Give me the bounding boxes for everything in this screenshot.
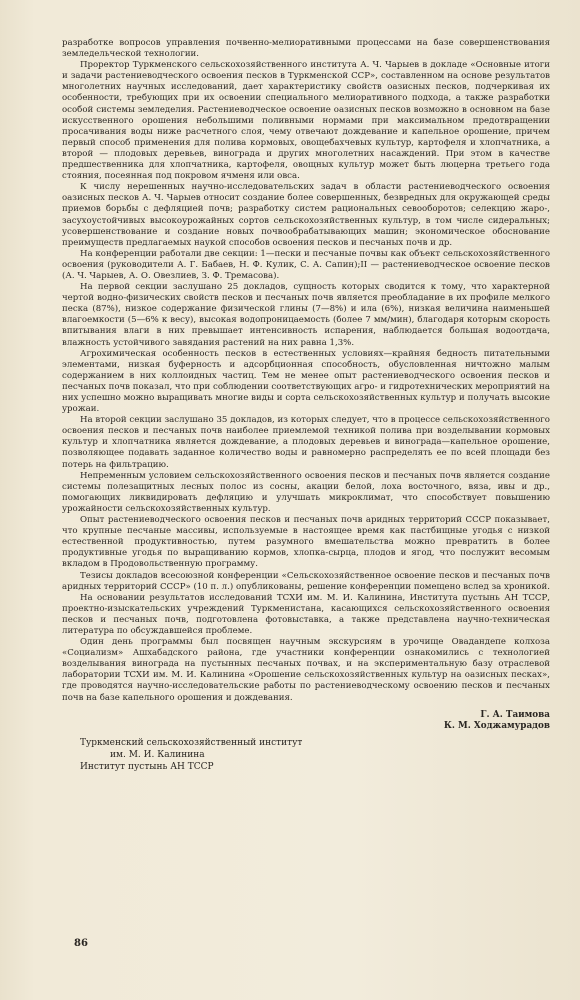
paragraph-sections: На конференции работали две секции: 1—пески и песчаные почвы как объект сельскохозяйственного освоения (руководители А. Г. Бабаев, Н. Ф. Кулик, С. А. Сапин);II — растениеводческое освоение песков (А. Ч. Чарыев, А. О. Овезлиев, З. Ф. Тремасова). <box>62 248 550 281</box>
paragraph-experience: Опыт растениеводческого освоения песков и песчаных почв аридных территорий СССР показывает, что крупные песчаные массивы, используемые в настоящее время как пастбищные угодья с низкой естественной продуктивностью, путем разумного вмешательства можно превратить в более продуктивные угодья по выращиванию кормов, хлопка-сырца, плодов и ягод, что послужит весомым вкладом в Продовольственную программу. <box>62 515 550 570</box>
paragraph-continuation: разработке вопросов управления почвенно-мелиоративными процессами на базе совершенствования земледельческой технологии. <box>62 38 550 60</box>
affiliation-line: Туркменский сельскохозяйственный институт <box>80 737 303 748</box>
paragraph-agrochemical: Агрохимическая особенность песков в естественных условиях—крайняя бедность питательными элементами, низкая буферность и адсорбционная способность, обусловленная ничтожно малым содержанием в них коллоидных частиц. Тем не менее опыт растениеводческого освоения песков и песчаных почв показал, что при соблюдении соответствующих агро- и гидротехнических мероприятий на них успешно можно выращивать многие виды и сорта сельскохозяйственных культур и получать высокие урожаи. <box>62 348 550 415</box>
paragraph-excursion: Один день программы был посвящен научным экскурсиям в урочище Овадандепе колхоза «Социализм» Ашхабадского района, где участники конференции ознакомились с технологией возделывания винограда на пустынных песчаных почвах, и на экспериментальную базу отраслевой лаборатории ТСХИ им. М. И. Калинина «Орошение сельскохозяйственных культур на оазисных песках», где проводятся научно-исследовательские работы по растениеводческому освоению песков и песчаных почв на базе капельного орошения и дождевания. <box>62 637 550 703</box>
paragraph-unsolved-tasks: К числу нерешенных научно-исследовательских задач в области растениеводческого освоения оазисных песков А. Ч. Чарыев относит создание более совершенных, безвредных для окружающей среды приемов борьбы с дефляцией почв; разработку систем рациональных севооборотов; селекцию жаро-, засухоустойчивых высокоурожайных сортов сельскохозяйственных культур, в том числе сидеральных; усовершенствование и создание новых почвообрабатывающих машин; экономическое обоснование преимуществ предлагаемых наукой способов освоения песков и песчаных почв и др. <box>62 182 550 248</box>
paragraph-exhibition: На основании результатов исследований ТСХИ им. М. И. Калинина, Института пустынь АН ТССР, проектно-изыскательских учреждений Туркменистана, касающихся сельскохозяйственного освоения песков и песчаных почв, подготовлена фотовыставка, а также представлена научно-техническая литература по обсуждавшейся проблеме. <box>62 592 550 636</box>
affiliation-line: Институт пустынь АН ТССР <box>80 761 214 772</box>
affiliation-line: им. М. И. Калинина <box>110 749 205 760</box>
page-number: 86 <box>74 938 88 949</box>
paragraph-theses: Тезисы докладов всесоюзной конференции «Сельскохозяйственное освоение песков и песчаных почв аридных территорий СССР» (10 п. л.) опубликованы, решение конференции помещено вслед за хроникой. <box>62 570 550 592</box>
paragraph-forest-belts: Непременным условием сельскохозяйственного освоения песков и песчаных почв является создание системы полезащитных лесных полос из сосны, акации белой, лоха восточного, вяза, ивы и др., помогающих ликвидировать дефляцию и улучшать микроклимат, что способствует повышению урожайности сельскохозяйственных культур. <box>62 470 550 514</box>
article-body <box>62 38 550 704</box>
author-list <box>62 710 550 733</box>
author-name: К. М. Ходжамурадов <box>443 721 550 732</box>
paragraph-charyev-report: Проректор Туркменского сельскохозяйственного института А. Ч. Чарыев в докладе «Основные итоги и задачи растениеводческого освоения песков в Туркменской ССР», составленном на основе результатов многолетних научных исследований, дает характеристику свойств оазисных песков, подчеркивая их особенности, требующих при их освоении специального мелиоративного подхода, а также разработки особой системы земледелия. Растениеводческое освоение оазисных песков возможно в основном на базе искусственного орошения небольшими поливными нормами при максимальном предотвращении просачивания воды ниже расчетного слоя, чему отвечают дождевание и капельное орошение, причем первый способ применения для полива кормовых, овощебахчевых культур, картофеля и хлопчатника, а второй — плодовых деревьев, винограда и других многолетних насаждений. При этом в качестве предшественника для хлопчатника, картофеля, овощных культур может быть люцерна третьего года стояния, посеянная под покровом ячменя или овса. <box>62 60 550 182</box>
paragraph-first-section: На первой секции заслушано 25 докладов, сущность которых сводится к тому, что характерной чертой водно-физических свойств песков и песчаных почв является преобладание в их профиле мелкого песка (87%), низкое содержание физической глины (7—8%) и ила (6%), низкая величина наименьшей влагоемкости (5—6% к весу), высокая водопроницаемость (более 7 мм/мин), благодаря которым скорость впитывания влаги в них превышает интенсивность испарения, наблюдается большая водоотдача, влажность устойчивого завядания растений на них равна 1,3%. <box>62 282 550 348</box>
affiliation-block <box>80 737 550 773</box>
author-name: Г. А. Таимова <box>480 709 550 720</box>
paragraph-second-section: На второй секции заслушано 35 докладов, из которых следует, что в процессе сельскохозяйственного освоения песков и песчаных почв наиболее приемлемой техникой полива при возделывании кормовых культур и хлопчатника является дождевание, а плодовых деревьев и винограда—капельное орошение, позволяющее подавать заданное количество воды и равномерно распределять ее по всей площади без потерь на фильтрацию. <box>62 415 550 470</box>
